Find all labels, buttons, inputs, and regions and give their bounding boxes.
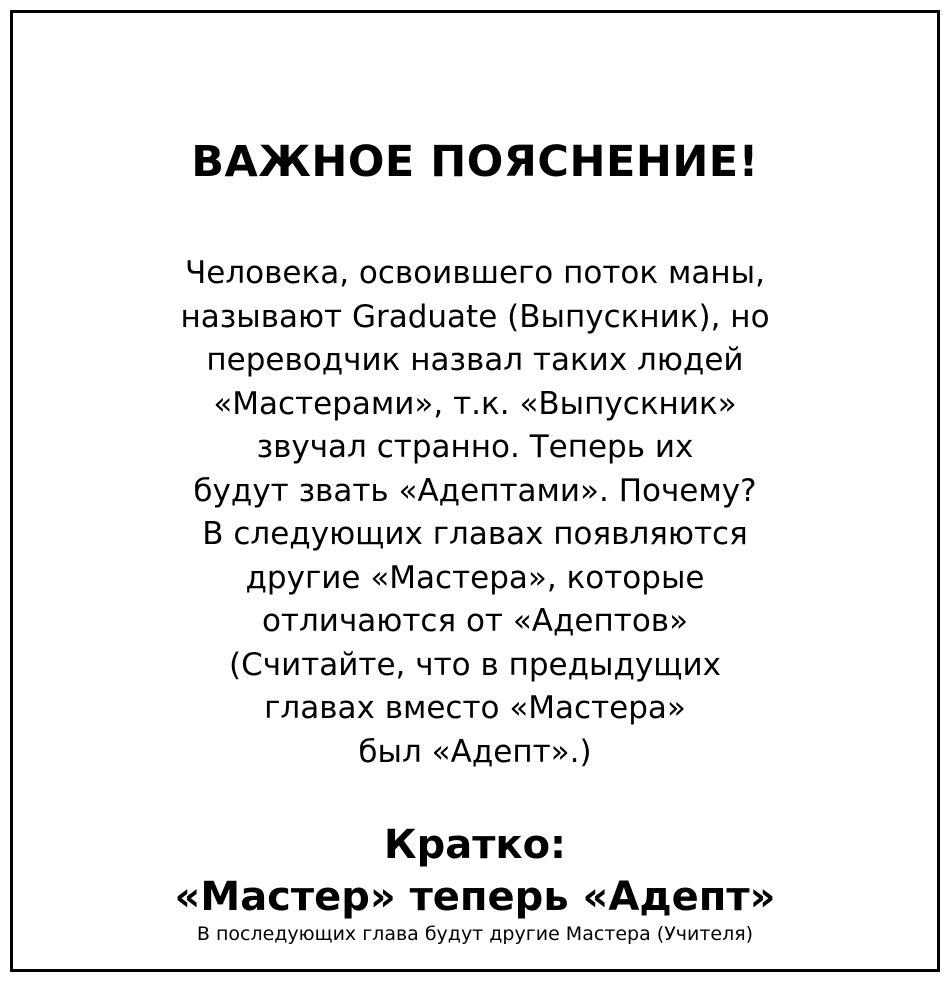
body-line: В следующих главах появляются (202, 516, 748, 552)
body-line: главах вместо «Мастера» (264, 690, 686, 726)
body-line: Человека, освоившего поток маны, (185, 255, 765, 291)
footnote: В последующих глава будут другие Мастера (Учителя) (196, 923, 754, 945)
body-line: звучал странно. Теперь их (256, 429, 694, 465)
notice-title: ВАЖНОЕ ПОЯСНЕНИЕ! (191, 137, 759, 187)
body-line: называют Graduate (Выпускник), но (180, 298, 770, 335)
summary-heading: Кратко: (383, 822, 567, 868)
summary-text: «Мастер» теперь «Адепт» (174, 874, 776, 920)
body-line: будут звать «Адептами». Почему? (193, 472, 757, 509)
body-line: другие «Мастера», которые (245, 559, 705, 596)
body-line: был «Адепт».) (358, 733, 592, 770)
notice-body (0, 252, 950, 774)
body-line: (Считайте, что в предыдущих (229, 646, 721, 683)
body-line: отличаются от «Адептов» (261, 603, 689, 639)
body-line: переводчик назвал таких людей (206, 342, 744, 378)
body-line: «Мастерами», т.к. «Выпускник» (213, 385, 737, 422)
